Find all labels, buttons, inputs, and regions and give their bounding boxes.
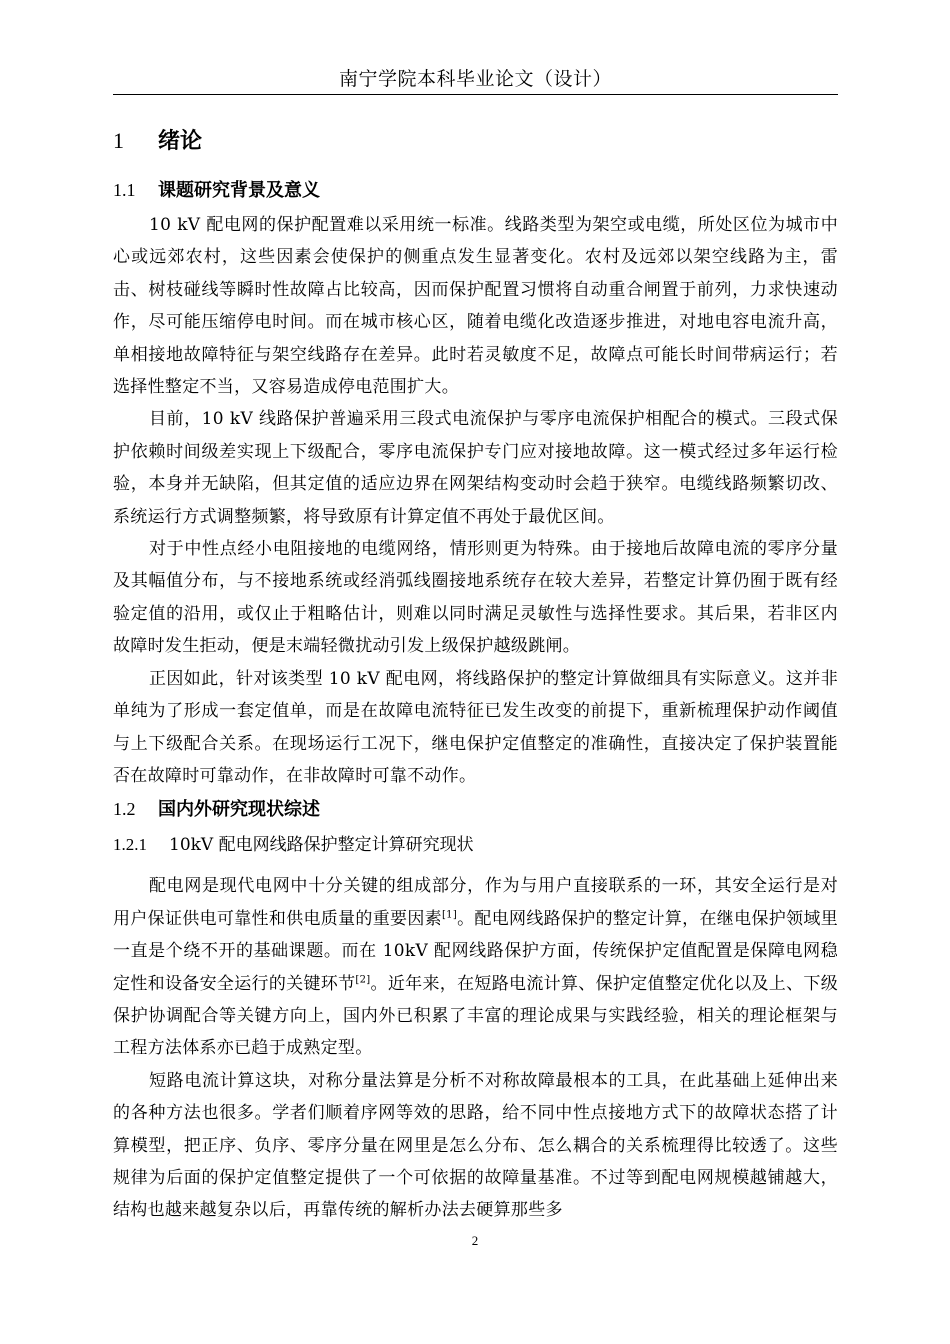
paragraph: 对于中性点经小电阻接地的电缆网络，情形则更为特殊。由于接地后故障电流的零序分量及其幅值分布，与不接地系统或经消弧线圈接地系统存在较大差异，若整定计算仍囿于既有经验定值的沿用，或仅止于粗略估计，则难以同时满足灵敏性与选择性要求。其后果，若非区内故障时发生拒动，便是末端轻微扰动引发上级保护越级跳闸。 bbox=[113, 539, 838, 657]
text-run: 。近年来，在短路电流计算、保护定值整定优化以及上、下级保护协调配合等关键方向上，国内外已积累了丰富的理论成果与实践经验，相关的理论框架与工程方法体系亦已趋于成熟定型。 bbox=[113, 973, 838, 1059]
citation[interactable]: [1] bbox=[441, 909, 458, 921]
paragraph: 目前，10 kV 线路保护普遍采用三段式电流保护与零序电流保护相配合的模式。三段式保护依赖时间级差实现上下级配合，零序电流保护专门应对接地故障。这一模式经过多年运行检验，本身并无缺陷，但其定值的适应边界在网架结构变动时会趋于狭窄。电缆线路频繁切改、系统运行方式调整频繁，将导致原有计算定值不再处于最优区间。 bbox=[113, 409, 838, 527]
citation[interactable]: [2] bbox=[355, 973, 371, 985]
section-title: 课题研究背景及意义 bbox=[158, 180, 320, 201]
paragraph bbox=[113, 870, 838, 1064]
paragraph: 短路电流计算这块，对称分量法算是分析不对称故障最根本的工具，在此基础上延伸出来的各种方法也很多。学者们顺着序网等效的思路，给不同中性点接地方式下的故障状态搭了计算模型，把正序、负序、零序分量在网里是怎么分布、怎么耦合的关系梳理得比较透了。这些规律为后面的保护定值整定提供了一个可依据的故障量基准。不过等到配电网规模越铺越大，结构也越来越复杂以后，再靠传统的解析办法去硬算那些多 bbox=[113, 1070, 838, 1221]
subsection-heading-1-2-1 bbox=[113, 828, 838, 862]
page-number: 2 bbox=[471, 1233, 479, 1248]
section-title: 国内外研究现状综述 bbox=[158, 799, 320, 821]
section-heading-1-1 bbox=[113, 173, 838, 207]
chapter-heading bbox=[113, 119, 838, 163]
chapter-number: 1 bbox=[113, 128, 124, 153]
paragraph: 正因如此，针对该类型 10 kV 配电网，将线路保护的整定计算做细具有实际意义。这并非单纯为了形成一套定值单，而是在故障电流特征已发生改变的前提下，重新梳理保护动作阈值与上下级配合关系。在现场运行工况下，继电保护定值整定的准确性，直接决定了保护装置能否在故障时可靠动作，在非故障时可靠不动作。 bbox=[113, 668, 838, 786]
paragraph: 10 kV 配电网的保护配置难以采用统一标准。线路类型为架空或电缆，所处区位为城市中心或远郊农村，这些因素会使保护的侧重点发生显著变化。农村及远郊以架空线路为主，雷击、树枝碰线等瞬时性故障占比较高，因而保护配置习惯将自动重合闸置于前列，力求快速动作，尽可能压缩停电时间。而在城市核心区，随着电缆化改造逐步推进，对地电容电流升高，单相接地故障特征与架空线路存在差异。此时若灵敏度不足，故障点可能长时间带病运行；若选择性整定不当，又容易造成停电范围扩大。 bbox=[113, 215, 838, 398]
page-header: 南宁学院本科毕业论文（设计） bbox=[338, 68, 612, 90]
page-body bbox=[113, 115, 838, 1227]
subsection-title: 10kV 配电网线路保护整定计算研究现状 bbox=[169, 835, 474, 856]
chapter-title: 绪论 bbox=[158, 128, 203, 154]
header-rule bbox=[113, 94, 838, 95]
section-heading-1-2 bbox=[113, 792, 838, 826]
text-run: 配电网是现代电网中十分关键的组成部分，作为与用户直接联系的一环，其安全运行是对用户保证供电可靠性和供电质量的重要因素 bbox=[113, 876, 838, 929]
text-run: 。配电网线路保护的整定计算，在继电保护领域里一直是个绕不开的基础课题。而在 10kV 配网线路保护方面，传统保护定值配置是保障电网稳定性和设备安全运行的关键环节 bbox=[113, 908, 838, 994]
section-number: 1.2 bbox=[113, 799, 136, 820]
subsection-number: 1.2.1 bbox=[113, 835, 147, 855]
section-number: 1.1 bbox=[113, 180, 136, 200]
